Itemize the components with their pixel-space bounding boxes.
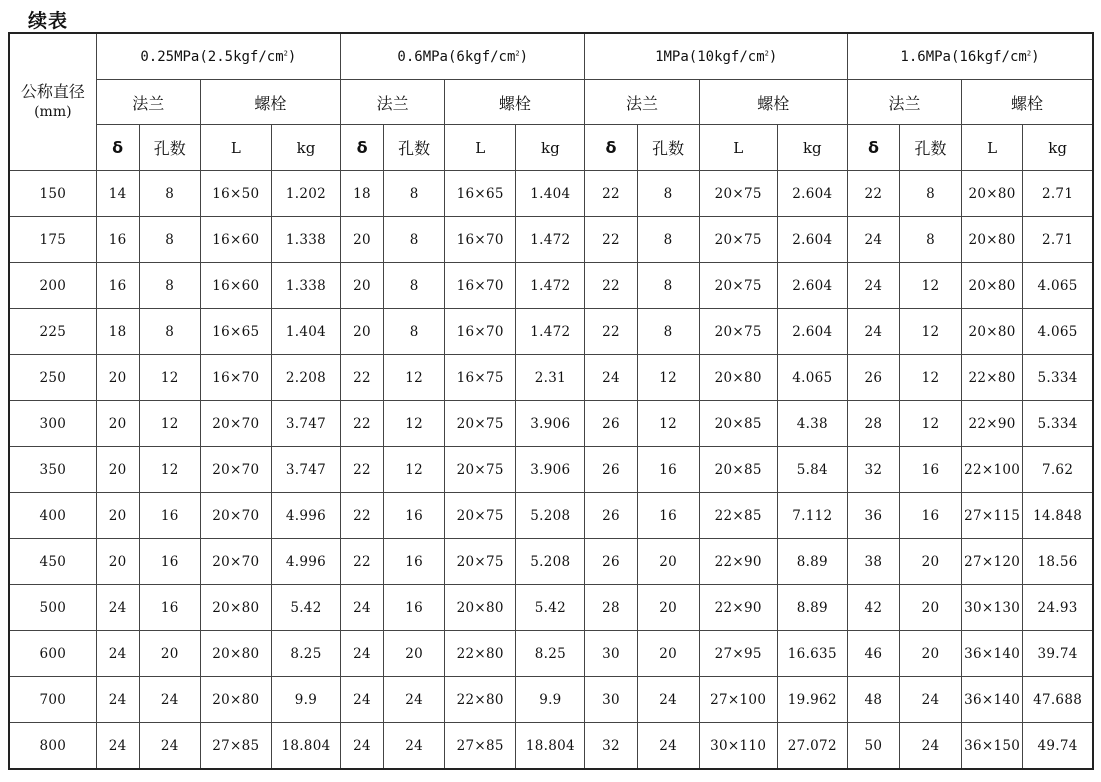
hole-count-cell: 8 [899,171,961,217]
bolt-size-cell: 22×90 [962,401,1023,447]
table-caption: 续表 [28,10,69,32]
hole-count-header: 孔数 [139,125,200,171]
bolt-weight-cell: 1.338 [271,217,340,263]
bolt-size-cell: 20×75 [445,447,516,493]
bolt-weight-cell: 1.338 [271,263,340,309]
thickness-cell: 50 [847,723,899,770]
hole-count-cell: 16 [384,493,445,539]
pressure-header-0-6mpa: $0.6MPa(6kgf/cm^2)$ [341,33,585,80]
table-row [9,355,1093,401]
bolt-size-cell: 20×80 [200,585,271,631]
bolt-weight-cell: 2.604 [777,217,847,263]
bolt-weight-cell: 7.112 [777,493,847,539]
thickness-cell: 24 [341,585,384,631]
table-row [9,217,1093,263]
bolt-weight-cell: 3.906 [516,447,585,493]
bolt-weight-cell: 1.472 [516,263,585,309]
thickness-cell: 46 [847,631,899,677]
nominal-diameter-cell: 200 [9,263,96,309]
bolt-group-header: 螺栓 [200,80,340,125]
nominal-diameter-cell: 600 [9,631,96,677]
nominal-diameter-cell: 150 [9,171,96,217]
bolt-weight-cell: 2.208 [271,355,340,401]
hole-count-cell: 24 [637,677,699,723]
table-row [9,631,1093,677]
bolt-size-cell: 16×70 [445,263,516,309]
bolt-weight-cell: 4.996 [271,493,340,539]
bolt-weight-cell: 3.747 [271,447,340,493]
bolt-weight-cell: 3.906 [516,401,585,447]
hole-count-cell: 12 [384,355,445,401]
nominal-diameter-cell: 300 [9,401,96,447]
hole-count-header: 孔数 [384,125,445,171]
bolt-weight-cell: 18.804 [271,723,340,770]
bolt-size-cell: 27×85 [445,723,516,770]
pressure-header-0-25mpa: $0.25MPa(2.5kgf/cm^2)$ [96,33,340,80]
thickness-cell: 20 [96,447,139,493]
bolt-weight-cell: 3.747 [271,401,340,447]
bolt-weight-cell: 8.25 [516,631,585,677]
thickness-cell: 36 [847,493,899,539]
flange-bolt-table [8,32,1094,770]
bolt-size-cell: 20×80 [200,631,271,677]
thickness-cell: 24 [847,309,899,355]
hole-count-cell: 8 [139,309,200,355]
bolt-weight-cell: 8.89 [777,539,847,585]
bolt-size-cell: 20×70 [200,493,271,539]
thickness-cell: 24 [847,217,899,263]
hole-count-cell: 12 [637,355,699,401]
table-row [9,677,1093,723]
thickness-cell: 22 [585,171,637,217]
hole-count-cell: 8 [139,171,200,217]
thickness-cell: 28 [585,585,637,631]
thickness-cell: 22 [341,355,384,401]
thickness-header: δ [847,125,899,171]
thickness-cell: 26 [847,355,899,401]
thickness-cell: 26 [585,539,637,585]
thickness-cell: 24 [341,631,384,677]
hole-count-header: 孔数 [637,125,699,171]
thickness-cell: 24 [96,677,139,723]
hole-count-cell: 24 [139,723,200,770]
table-row [9,493,1093,539]
bolt-weight-cell: 2.71 [1023,171,1093,217]
thickness-header: δ [96,125,139,171]
hole-count-cell: 8 [139,217,200,263]
hole-count-cell: 20 [637,631,699,677]
thickness-cell: 24 [341,677,384,723]
bolt-size-cell: 27×85 [200,723,271,770]
thickness-cell: 20 [96,355,139,401]
bolt-weight-cell: 5.42 [516,585,585,631]
thickness-cell: 16 [96,263,139,309]
nominal-diameter-cell: 225 [9,309,96,355]
bolt-weight-cell: 9.9 [516,677,585,723]
bolt-size-cell: 20×80 [445,585,516,631]
bolt-weight-cell: 1.404 [271,309,340,355]
hole-count-cell: 16 [899,493,961,539]
bolt-size-cell: 20×75 [699,217,777,263]
bolt-size-cell: 22×100 [962,447,1023,493]
hole-count-cell: 24 [637,723,699,770]
bolt-weight-cell: 1.472 [516,309,585,355]
bolt-weight-cell: 5.334 [1023,355,1093,401]
bolt-size-cell: 20×75 [445,493,516,539]
hole-count-cell: 20 [139,631,200,677]
bolt-size-cell: 20×75 [699,309,777,355]
flange-group-header: 法兰 [341,80,445,125]
bolt-weight-cell: 2.71 [1023,217,1093,263]
table-row [9,401,1093,447]
bolt-weight-header: kg [271,125,340,171]
thickness-cell: 20 [341,263,384,309]
thickness-cell: 22 [585,263,637,309]
bolt-size-cell: 22×80 [445,631,516,677]
bolt-size-cell: 16×65 [445,171,516,217]
bolt-size-cell: 20×80 [200,677,271,723]
pressure-header-1mpa: $1MPa(10kgf/cm^2)$ [585,33,847,80]
nominal-diameter-cell: 175 [9,217,96,263]
bolt-size-cell: 16×50 [200,171,271,217]
bolt-size-cell: 27×95 [699,631,777,677]
hole-count-cell: 16 [139,539,200,585]
thickness-cell: 24 [96,723,139,770]
hole-count-cell: 12 [139,355,200,401]
bolt-weight-cell: 4.996 [271,539,340,585]
hole-count-cell: 20 [637,585,699,631]
bolt-length-header: L [200,125,271,171]
bolt-group-header: 螺栓 [699,80,847,125]
bolt-weight-cell: 47.688 [1023,677,1093,723]
flange-group-header: 法兰 [96,80,200,125]
thickness-cell: 24 [96,631,139,677]
nominal-diameter-unit: (mm) [34,104,72,120]
bolt-group-header: 螺栓 [445,80,585,125]
bolt-weight-cell: 2.604 [777,309,847,355]
nominal-diameter-cell: 700 [9,677,96,723]
bolt-size-cell: 16×60 [200,263,271,309]
bolt-size-cell: 20×70 [200,401,271,447]
hole-count-cell: 24 [899,677,961,723]
hole-count-cell: 12 [899,355,961,401]
nominal-diameter-cell: 450 [9,539,96,585]
table-row [9,723,1093,770]
bolt-length-header: L [445,125,516,171]
hole-count-cell: 20 [899,631,961,677]
bolt-size-cell: 36×150 [962,723,1023,770]
bolt-weight-cell: 5.42 [271,585,340,631]
flange-group-header: 法兰 [585,80,699,125]
bolt-size-cell: 20×80 [699,355,777,401]
thickness-cell: 22 [341,539,384,585]
thickness-cell: 20 [96,401,139,447]
bolt-weight-cell: 49.74 [1023,723,1093,770]
hole-count-cell: 20 [384,631,445,677]
bolt-weight-cell: 1.404 [516,171,585,217]
bolt-weight-cell: 24.93 [1023,585,1093,631]
hole-count-cell: 24 [139,677,200,723]
nominal-diameter-cell: 350 [9,447,96,493]
nominal-diameter-header [9,33,96,171]
thickness-cell: 30 [585,677,637,723]
bolt-size-cell: 20×85 [699,447,777,493]
thickness-cell: 24 [585,355,637,401]
bolt-weight-cell: 5.84 [777,447,847,493]
bolt-weight-cell: 5.208 [516,493,585,539]
hole-count-cell: 16 [384,539,445,585]
bolt-size-cell: 22×85 [699,493,777,539]
bolt-size-cell: 30×130 [962,585,1023,631]
hole-count-cell: 8 [899,217,961,263]
thickness-cell: 22 [341,447,384,493]
bolt-size-cell: 20×75 [699,263,777,309]
bolt-weight-header: kg [777,125,847,171]
hole-count-cell: 12 [899,401,961,447]
hole-count-cell: 8 [384,263,445,309]
hole-count-cell: 24 [384,723,445,770]
thickness-cell: 24 [341,723,384,770]
thickness-cell: 26 [585,401,637,447]
hole-count-cell: 16 [637,447,699,493]
bolt-group-header: 螺栓 [962,80,1093,125]
thickness-cell: 24 [96,585,139,631]
thickness-cell: 32 [585,723,637,770]
thickness-cell: 24 [847,263,899,309]
bolt-size-cell: 27×120 [962,539,1023,585]
hole-count-cell: 20 [637,539,699,585]
bolt-weight-cell: 1.202 [271,171,340,217]
hole-count-cell: 12 [637,401,699,447]
bolt-size-cell: 16×70 [445,309,516,355]
bolt-size-cell: 36×140 [962,677,1023,723]
thickness-cell: 20 [96,493,139,539]
hole-count-cell: 8 [384,217,445,263]
bolt-weight-cell: 18.56 [1023,539,1093,585]
hole-count-cell: 8 [384,309,445,355]
bolt-size-cell: 27×100 [699,677,777,723]
bolt-weight-cell: 2.31 [516,355,585,401]
bolt-size-cell: 16×70 [200,355,271,401]
hole-count-cell: 8 [637,171,699,217]
thickness-cell: 22 [341,401,384,447]
bolt-weight-cell: 8.25 [271,631,340,677]
bolt-weight-cell: 8.89 [777,585,847,631]
bolt-size-cell: 16×70 [445,217,516,263]
nominal-diameter-cell: 400 [9,493,96,539]
bolt-size-cell: 16×75 [445,355,516,401]
bolt-weight-cell: 4.065 [777,355,847,401]
pressure-header-1-6mpa: $1.6MPa(16kgf/cm^2)$ [847,33,1093,80]
bolt-weight-cell: 2.604 [777,263,847,309]
table-row [9,263,1093,309]
hole-count-cell: 12 [384,401,445,447]
bolt-weight-cell: 1.472 [516,217,585,263]
bolt-size-cell: 20×80 [962,171,1023,217]
thickness-cell: 14 [96,171,139,217]
thickness-cell: 16 [96,217,139,263]
nominal-diameter-cell: 500 [9,585,96,631]
bolt-size-cell: 20×75 [699,171,777,217]
hole-count-cell: 12 [139,447,200,493]
bolt-size-cell: 20×70 [200,539,271,585]
bolt-size-cell: 36×140 [962,631,1023,677]
hole-count-cell: 24 [384,677,445,723]
thickness-cell: 22 [585,217,637,263]
thickness-cell: 18 [96,309,139,355]
hole-count-cell: 12 [899,263,961,309]
flange-group-header: 法兰 [847,80,961,125]
bolt-size-cell: 16×65 [200,309,271,355]
nominal-diameter-label: 公称直径 [20,82,85,101]
thickness-cell: 20 [96,539,139,585]
bolt-weight-cell: 4.065 [1023,263,1093,309]
table-row [9,585,1093,631]
bolt-weight-cell: 16.635 [777,631,847,677]
thickness-header: δ [341,125,384,171]
thickness-cell: 26 [585,447,637,493]
hole-count-cell: 16 [384,585,445,631]
hole-count-cell: 16 [899,447,961,493]
hole-count-cell: 16 [637,493,699,539]
thickness-header: δ [585,125,637,171]
hole-count-cell: 20 [899,539,961,585]
hole-count-cell: 24 [899,723,961,770]
bolt-size-cell: 20×80 [962,263,1023,309]
hole-count-cell: 20 [899,585,961,631]
thickness-cell: 38 [847,539,899,585]
thickness-cell: 26 [585,493,637,539]
thickness-cell: 28 [847,401,899,447]
hole-count-header: 孔数 [899,125,961,171]
hole-count-cell: 12 [139,401,200,447]
thickness-cell: 48 [847,677,899,723]
table-row [9,309,1093,355]
thickness-cell: 32 [847,447,899,493]
bolt-size-cell: 22×80 [445,677,516,723]
bolt-weight-cell: 7.62 [1023,447,1093,493]
bolt-size-cell: 20×75 [445,539,516,585]
bolt-size-cell: 22×90 [699,585,777,631]
bolt-weight-cell: 14.848 [1023,493,1093,539]
bolt-weight-header: kg [1023,125,1093,171]
table-row [9,539,1093,585]
thickness-cell: 22 [847,171,899,217]
bolt-size-cell: 20×80 [962,309,1023,355]
bolt-weight-cell: 18.804 [516,723,585,770]
bolt-weight-cell: 2.604 [777,171,847,217]
bolt-size-cell: 16×60 [200,217,271,263]
hole-count-cell: 8 [637,217,699,263]
hole-count-cell: 8 [637,263,699,309]
bolt-size-cell: 22×80 [962,355,1023,401]
table-row [9,447,1093,493]
bolt-weight-cell: 4.38 [777,401,847,447]
hole-count-cell: 16 [139,493,200,539]
hole-count-cell: 8 [384,171,445,217]
hole-count-cell: 12 [384,447,445,493]
bolt-weight-cell: 19.962 [777,677,847,723]
thickness-cell: 22 [585,309,637,355]
bolt-size-cell: 20×70 [200,447,271,493]
bolt-size-cell: 27×115 [962,493,1023,539]
hole-count-cell: 16 [139,585,200,631]
table-row [9,171,1093,217]
bolt-size-cell: 20×75 [445,401,516,447]
thickness-cell: 22 [341,493,384,539]
bolt-size-cell: 20×85 [699,401,777,447]
bolt-weight-header: kg [516,125,585,171]
hole-count-cell: 12 [899,309,961,355]
bolt-weight-cell: 9.9 [271,677,340,723]
bolt-weight-cell: 4.065 [1023,309,1093,355]
hole-count-cell: 8 [139,263,200,309]
bolt-size-cell: 30×110 [699,723,777,770]
bolt-weight-cell: 39.74 [1023,631,1093,677]
bolt-weight-cell: 5.334 [1023,401,1093,447]
bolt-length-header: L [962,125,1023,171]
thickness-cell: 42 [847,585,899,631]
thickness-cell: 30 [585,631,637,677]
thickness-cell: 18 [341,171,384,217]
bolt-weight-cell: 5.208 [516,539,585,585]
bolt-size-cell: 20×80 [962,217,1023,263]
bolt-weight-cell: 27.072 [777,723,847,770]
hole-count-cell: 8 [637,309,699,355]
bolt-length-header: L [699,125,777,171]
nominal-diameter-cell: 800 [9,723,96,770]
bolt-size-cell: 22×90 [699,539,777,585]
thickness-cell: 20 [341,309,384,355]
thickness-cell: 20 [341,217,384,263]
nominal-diameter-cell: 250 [9,355,96,401]
